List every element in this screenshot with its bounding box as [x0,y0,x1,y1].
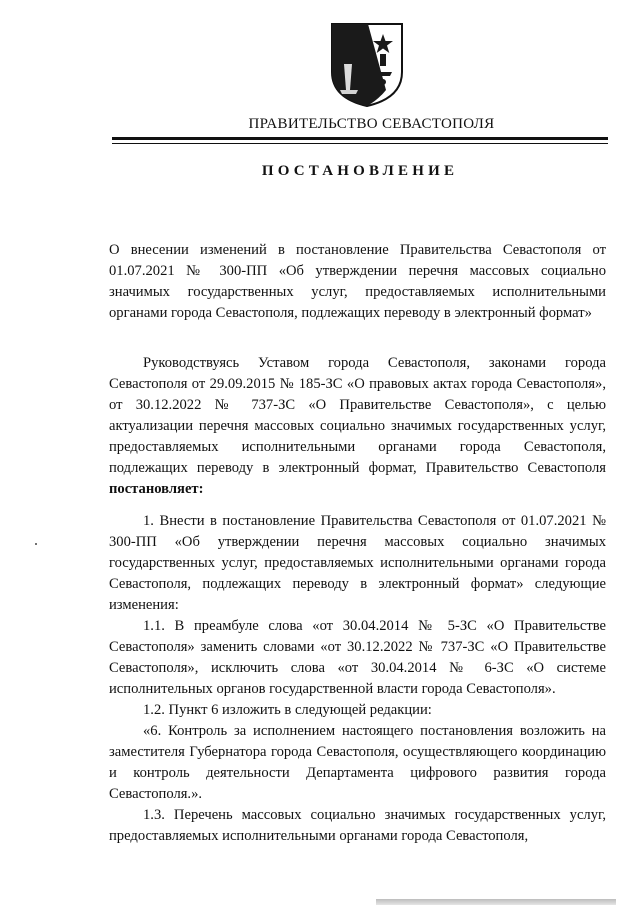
preamble-text: Руководствуясь Уставом города Севастополя, законами города Севастополя от 29.09.2015 № 185-ЗС «О правовых актах города Севастополя», от 30.12.2022 № 737-ЗС «О Правительстве Севастополя», с целью актуализации перечня массовых социально значимых государственных услуг, предоставляемых исполнительными органами города Севастополя, подлежащих переводу в электронный формат, Правительство Севастополя [109,355,606,476]
government-title: ПРАВИТЕЛЬСТВО СЕВАСТОПОЛЯ [248,116,495,132]
scan-speck [35,543,37,545]
resolution-items [109,511,606,847]
item-1-3: 1.3. Перечень массовых социально значимых государственных услуг, предоставляемых исполнительными органами города Севастополя, [109,807,606,844]
item-1-1: 1.1. В преамбуле слова «от 30.04.2014 № 5-ЗС «О Правительстве Севастополя» заменить словами «от 30.12.2022 № 737-ЗС «О Правительстве Севастополя», исключить слова «от 30.04.2014 № 6-ЗС «О системе исполнительных органов государственной власти города Севастополя». [109,618,606,697]
document-subject [109,240,606,324]
preamble-paragraph [109,353,606,500]
header-rule-thick [112,137,608,140]
item-1-2: 1.2. Пункт 6 изложить в следующей редакции: [143,702,432,718]
document-preamble [109,353,606,500]
document-type-heading: ПОСТАНОВЛЕНИЕ [261,163,459,179]
subject-paragraph: О внесении изменений в постановление Правительства Севастополя от 01.07.2021 № 300-ПП «Об утверждении перечня массовых социально значимых государственных услуг, предоставляемых исполнительными органами города Севастополя, подлежащих переводу в электронный формат» [109,242,606,321]
header-rule-thin [112,143,608,144]
coat-of-arms-icon [328,20,406,108]
item-1-2-quote: «6. Контроль за исполнением настоящего постановления возложить на заместителя Губернатора города Севастополя, осуществляющего координацию и контроль деятельности Департамента цифрового развития города Севастополя.». [109,723,606,802]
item-1: 1. Внести в постановление Правительства Севастополя от 01.07.2021 № 300-ПП «Об утверждении перечня массовых социально значимых государственных услуг, предоставляемых исполнительными органами города Севастополя, подлежащих переводу в электронный формат» следующие изменения: [109,513,606,613]
resolves-word: постановляет: [109,481,204,497]
scan-edge-strip [376,899,616,905]
